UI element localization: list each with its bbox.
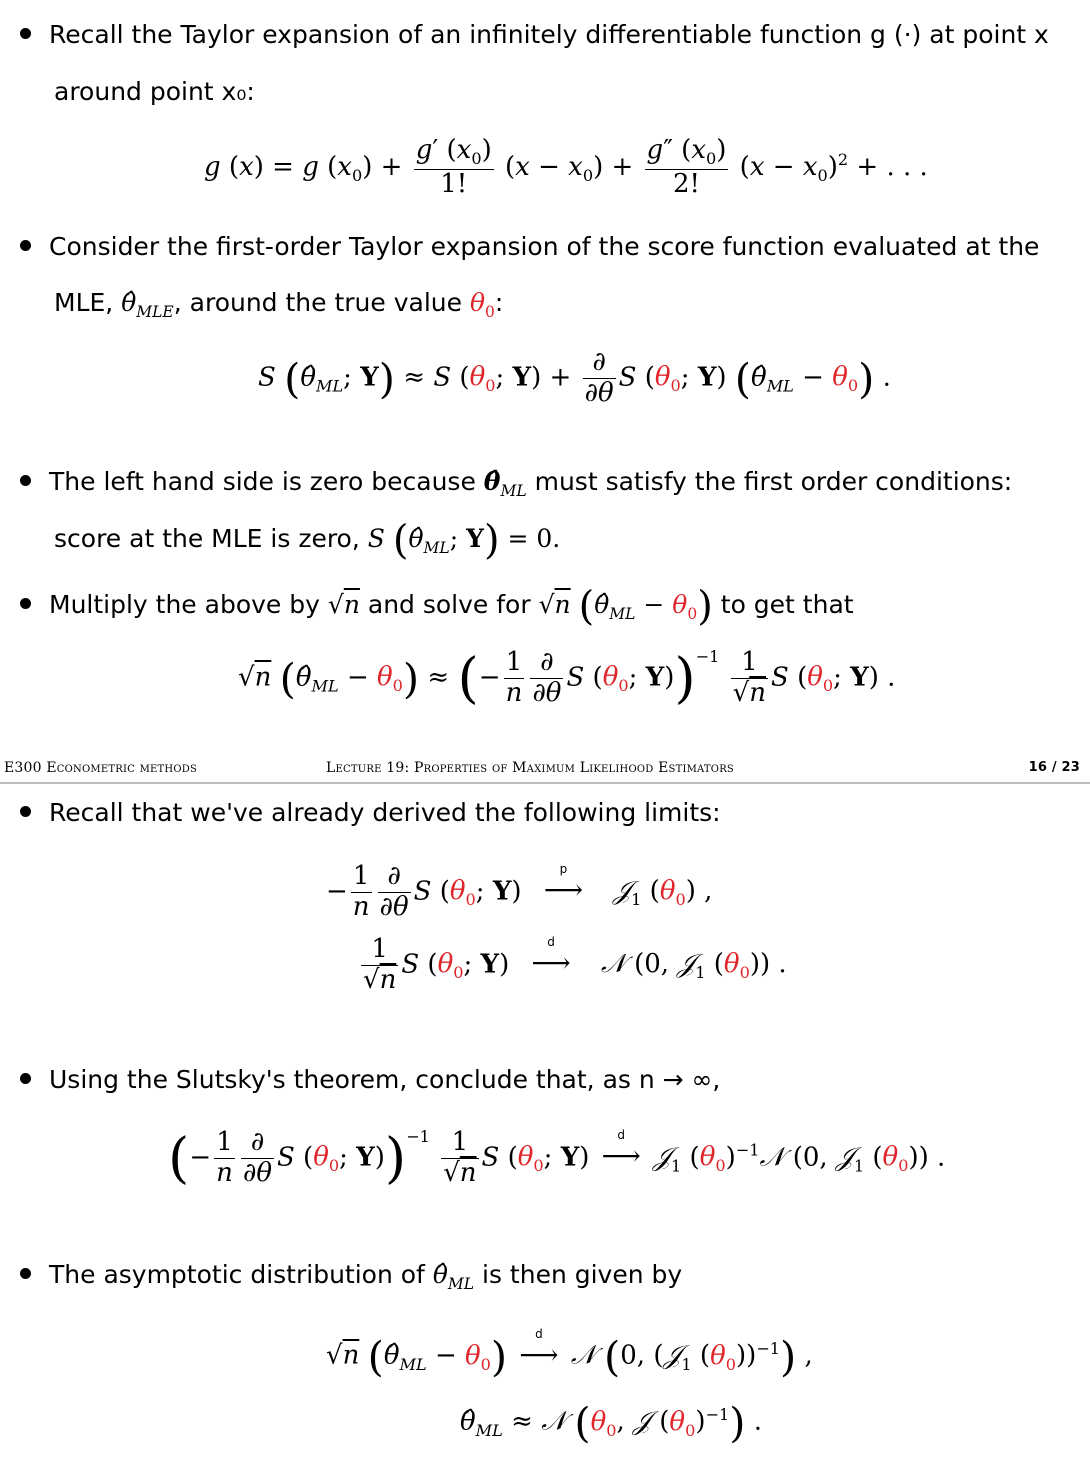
slutsky-equation: (− $\frac{1}{n}$ $\frac{\partial}{\partial\theta}$ S ($\theta_0$; Y))$^{-1}$ $\frac{1}{√n}$ S ($\theta_0$; Y) ⟶ d 𝒥$_1$ $(\theta_0)^{-1}𝒩$ (0, 𝒥$_1$ $(\theta_0)$) . bbox=[168, 1125, 946, 1190]
bullet-dot bbox=[20, 240, 31, 251]
text-score-zero: score at the MLE is zero, bbox=[54, 524, 360, 553]
bullet-recall-limits bbox=[20, 798, 721, 827]
bullet-text: Recall the Taylor expansion of an infinitely differentiable function g (·) at point x bbox=[49, 20, 1049, 49]
limit-score-equation: $\frac{1}{√n}$ S ($\theta_0$; Y) ⟶ d 𝒩 (0, 𝒥$_1$ $(\theta_0)$) . bbox=[363, 934, 787, 995]
bullet-continuation: score at the MLE is zero, S ($\thetâ_{ML}$; Y) = 0. bbox=[54, 517, 561, 564]
bullet-text-2: must satisfy the first order conditions: bbox=[534, 467, 1013, 496]
bullet-text: Recall that we've already derived the following limits: bbox=[49, 798, 721, 827]
text-around: , around the true value bbox=[173, 288, 463, 317]
asymptotic-normality-equation: √n $(\thetâ_{ML} - \theta_0)$ ⟶ d 𝒩 (0, (𝒥$_1$ $(\theta_0))^{-1}$) , bbox=[326, 1326, 813, 1381]
footer-page-number: 16 / 23 bbox=[1028, 760, 1080, 775]
bullet-first-order-taylor bbox=[20, 232, 1039, 261]
bullet-text-3: to get that bbox=[720, 590, 854, 619]
bullet-text: Multiply the above by bbox=[49, 590, 320, 619]
bullet-slutsky bbox=[20, 1065, 720, 1094]
approximate-distribution-equation: $\thetâ_{ML}$ ≈ 𝒩 ($\theta_0$, 𝒥 $(\theta_0)^{-1}$) . bbox=[460, 1398, 762, 1447]
bullet-dot bbox=[20, 475, 31, 486]
score-taylor-equation: S ($\thetâ_{ML}$; Y) ≈ S ($\theta_0$; Y) + $\frac{\partial}{\partial\theta}$ S ($\theta_0$; Y) $(\thetâ_{ML} - \theta_0)$ . bbox=[258, 347, 891, 408]
footer-lecture: Lecture 19: Properties of Maximum Likelihood Estimators bbox=[326, 760, 734, 776]
bullet-dot bbox=[20, 806, 31, 817]
bullet-multiply-sqrt-n: Multiply the above by √n and solve for √n $(\thetâ_{ML} - \theta_0)$ to get that bbox=[20, 590, 854, 623]
bullet-text: The asymptotic distribution of bbox=[49, 1260, 425, 1289]
bullet-text: The left hand side is zero because bbox=[49, 467, 476, 496]
bullet-dot bbox=[20, 28, 31, 39]
bullet-text: Consider the first-order Taylor expansion of the score function evaluated at the bbox=[49, 232, 1040, 261]
limit-hessian-equation: − $\frac{1}{n}$ $\frac{\partial}{\partial\theta}$ S ($\theta_0$; Y) ⟶ p 𝒥$_1$ $(\theta_0)$ , bbox=[326, 861, 713, 922]
text-mle: MLE, bbox=[54, 288, 114, 317]
slide-footer bbox=[0, 752, 1090, 784]
bullet-text-2: and solve for bbox=[367, 590, 531, 619]
bullet-text: Using the Slutsky's theorem, conclude that, as n → ∞, bbox=[49, 1065, 721, 1094]
taylor-expansion-equation: g (x) = g $(x_0)$ + $\frac{g' (x_0)}{1!}$ $(x - x_0)$ + $\frac{g'' (x_0)}{2!}$ $(x - x_0)^2$ + . . . bbox=[204, 135, 928, 199]
bullet-lhs-zero: The left hand side is zero because $\thetâ_{ML}$ must satisfy the first order conditions: bbox=[20, 467, 1012, 500]
bullet-continuation: around point x₀: bbox=[54, 77, 255, 106]
bullet-continuation: MLE, $\thetâ_{MLE}$, around the true value $\theta_0$: bbox=[54, 288, 504, 321]
bullet-asymptotic-distribution: The asymptotic distribution of $\thetâ_{ML}$ is then given by bbox=[20, 1260, 682, 1293]
bullet-text-2: is then given by bbox=[482, 1260, 683, 1289]
sqrt-n-equation: √n $(\thetâ_{ML} - \theta_0)$ ≈ (− $\frac{1}{n}$ $\frac{\partial}{\partial\theta}$ S ($\theta_0$; Y))$^{-1}$ $\frac{1}{√n}$ S ($\theta_0$; Y) . bbox=[238, 645, 896, 710]
footer-course: E300 Econometric methods bbox=[4, 760, 197, 776]
bullet-dot bbox=[20, 1073, 31, 1084]
bullet-taylor-recall bbox=[20, 20, 1049, 49]
bullet-dot bbox=[20, 1268, 31, 1279]
bullet-dot bbox=[20, 598, 31, 609]
